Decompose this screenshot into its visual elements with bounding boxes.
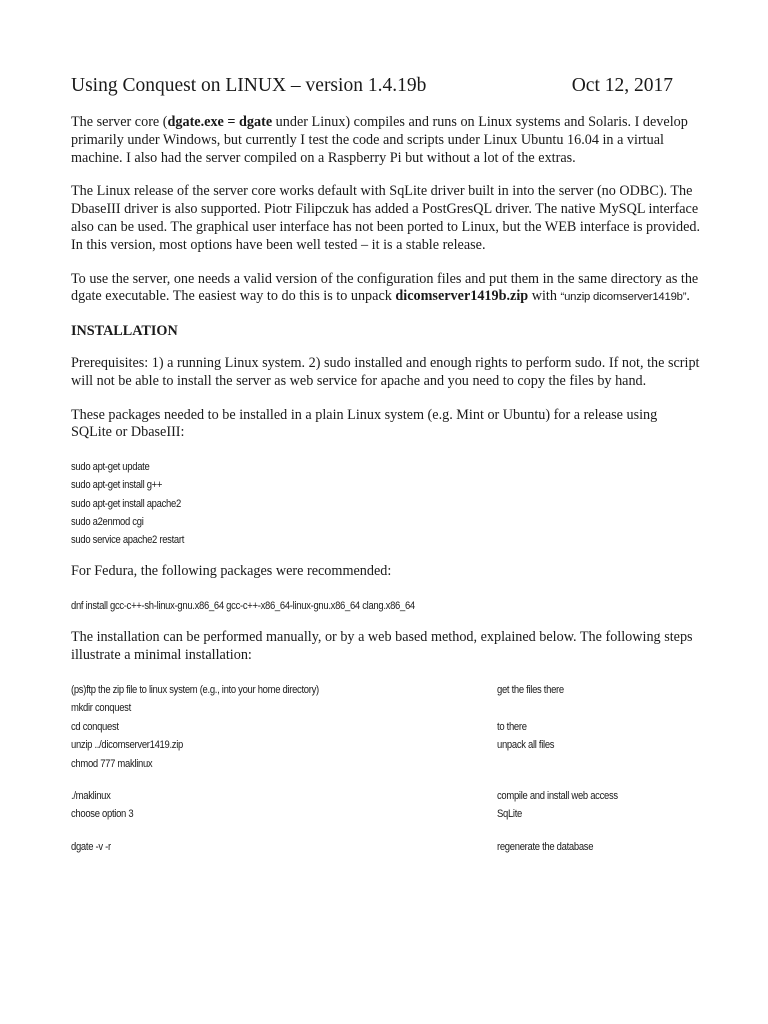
text-run: .	[686, 288, 690, 305]
steps-group-1	[71, 681, 701, 773]
document-header	[71, 74, 701, 98]
step-row	[71, 754, 701, 772]
step-note: SqLite	[497, 808, 523, 821]
step-command: dgate -v -r	[71, 840, 111, 853]
apt-command-list	[71, 458, 701, 549]
command-line: sudo a2enmod cgi	[71, 515, 144, 528]
step-command: ./maklinux	[71, 789, 111, 802]
steps-group-2	[71, 787, 701, 824]
text-run: To use the server, one needs a valid version of the configuration files and put them in the same directory as the dgate executable. The easiest way to do this is to unpack	[71, 270, 699, 305]
step-row	[71, 736, 701, 754]
intro-paragraph-2: The Linux release of the server core works default with SqLite driver built in into the server (no ODBC). The DbaseIII driver is also supported. Piotr Filipczuk has added a PostGresQL driver. The native MySQL interface also can be used. The graphical user interface has not been ported to Linux, but the WEB interface is provided. In this version, most options have been well tested – it is a stable release.	[71, 183, 701, 253]
step-note: get the files there	[497, 683, 564, 696]
command-line: sudo service apache2 restart	[71, 533, 185, 546]
step-row	[71, 681, 701, 699]
step-command: choose option 3	[71, 808, 134, 821]
prerequisites-paragraph: Prerequisites: 1) a running Linux system. 2) sudo installed and enough rights to perform sudo. If not, the script will not be able to install the server as web service for apache and you need to copy the files by hand.	[71, 354, 700, 389]
text-run: under Linux) compiles and runs on Linux systems and Solaris. I develop primarily under Windows, but currently I test the code and scripts under Linux Ubuntu 16.04 in a virtual machine. I also had the server compiled on a Raspberry Pi but without a lot of the extras.	[71, 114, 688, 166]
intro-paragraph-3	[71, 271, 701, 308]
step-command: chmod 777 maklinux	[71, 757, 153, 770]
step-command: (ps)ftp the zip file to linux system (e.g., into your home directory)	[71, 683, 319, 696]
document-date: Oct 12, 2017	[571, 75, 673, 96]
command-line: sudo apt-get update	[71, 461, 150, 474]
step-command: unzip ../dicomserver1419.zip	[71, 739, 183, 752]
step-command: cd conquest	[71, 720, 119, 733]
command-line: sudo apt-get install g++	[71, 479, 163, 492]
step-command: mkdir conquest	[71, 702, 131, 715]
step-row	[71, 805, 701, 823]
step-row	[71, 699, 701, 717]
fedora-command	[71, 597, 701, 615]
steps-group-3	[71, 838, 701, 856]
step-note: compile and install web access	[497, 789, 618, 802]
step-row	[71, 787, 701, 805]
command-line: sudo apt-get install apache2	[71, 497, 181, 510]
bold-filename: dicomserver1419b.zip	[395, 288, 529, 305]
text-run: with	[528, 288, 561, 305]
intro-paragraph-1	[71, 114, 701, 167]
step-row	[71, 838, 701, 856]
document-page	[71, 74, 701, 870]
document-title: Using Conquest on LINUX – version 1.4.19b	[71, 75, 427, 96]
step-note: regenerate the database	[497, 840, 594, 853]
fedora-intro-paragraph: For Fedura, the following packages were recommended:	[71, 563, 392, 580]
bold-term: dgate.exe = dgate	[167, 114, 273, 130]
installation-heading: INSTALLATION	[71, 323, 178, 340]
step-row	[71, 718, 701, 736]
command-line: dnf install gcc-c++-sh-linux-gnu.x86_64 gcc-c++-x86_64-linux-gnu.x86_64 clang.x86_64	[71, 599, 415, 612]
step-note: unpack all files	[497, 739, 555, 752]
step-note: to there	[497, 720, 527, 733]
packages-intro-paragraph: These packages needed to be installed in a plain Linux system (e.g. Mint or Ubuntu) for a release using SQLite or DbaseIII:	[71, 406, 658, 441]
text-run: The server core (	[71, 114, 168, 130]
unzip-command-inline: “unzip dicomserver1419b”	[560, 291, 687, 304]
steps-intro-paragraph: The installation can be performed manually, or by a web based method, explained below. The following steps illustrate a minimal installation:	[71, 629, 693, 663]
